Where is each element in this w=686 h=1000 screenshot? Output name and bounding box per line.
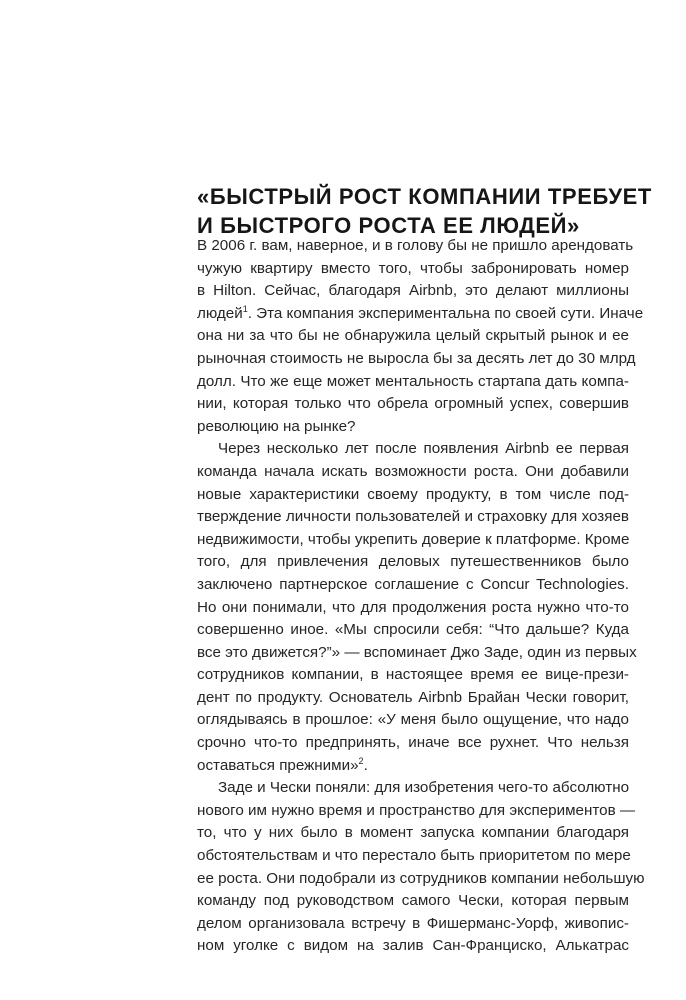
text-line: ном уголке с видом на залив Сан-Франциско, Алькатрас	[197, 937, 629, 955]
footnote-marker: 1	[242, 303, 248, 314]
text-line: нии, которая только что обрела огромный успех, совершив	[197, 395, 629, 413]
heading-line: «БЫСТРЫЙ РОСТ КОМПАНИИ ТРЕБУЕТ	[197, 184, 652, 209]
text-line: заключено партнерское соглашение с Concur Technologies.	[197, 575, 629, 593]
text-line	[197, 303, 644, 326]
text-fragment: людей	[197, 304, 243, 322]
text-line: Но они понимали, что для продолжения роста нужно что-то	[197, 598, 629, 616]
text-line: нового им нужно время и пространство для экспериментов —	[197, 801, 636, 819]
footnote-marker: 2	[358, 755, 364, 766]
text-line: сотрудников компании, в настоящее время ее вице-прези-	[197, 666, 629, 684]
text-line: ее роста. Они подобрали из сотрудников компании небольшую	[197, 869, 645, 887]
paragraph	[197, 235, 644, 438]
text-line: обстоятельствам и что перестало быть приоритетом по мере	[197, 847, 631, 865]
text-line	[197, 755, 629, 778]
text-line: совершенно иное. «Мы спросили себя: “Что дальше? Куда	[197, 621, 629, 639]
text-line: чужую квартиру вместо того, чтобы забронировать номер	[197, 259, 629, 277]
text-line: революцию на рынке?	[197, 417, 356, 435]
text-line: она ни за что бы не обнаружила целый скрытый рынок и ее	[197, 327, 629, 345]
text-line: все это движется?”» — вспоминает Джо Заде, один из первых	[197, 643, 637, 661]
text-line: оглядываясь в прошлое: «У меня было ощущение, что надо	[197, 711, 629, 729]
section-heading	[197, 182, 652, 240]
text-line: дент по продукту. Основатель Airbnb Брайан Чески говорит,	[197, 688, 629, 706]
text-line: того, для привлечения деловых путешественников было	[197, 553, 629, 571]
text-line: в Hilton. Сейчас, благодаря Airbnb, это делают миллионы	[197, 282, 629, 300]
text-line: Через несколько лет после появления Airbnb ее первая	[218, 440, 629, 458]
text-line: недвижимости, чтобы укрепить доверие к платформе. Кроме	[197, 530, 630, 548]
text-fragment: оставаться прежними»	[197, 756, 359, 774]
text-line: делом организовала встречу в Фишерманс-Уорф, живопис-	[197, 914, 629, 932]
text-line: долл. Что же еще может ментальность стартапа дать компа-	[197, 372, 629, 390]
text-fragment: .	[363, 756, 368, 774]
paragraph	[197, 438, 637, 777]
text-line: В 2006 г. вам, наверное, и в голову бы не пришло арендовать	[197, 237, 634, 254]
heading-line: И БЫСТРОГО РОСТА ЕЕ ЛЮДЕЙ»	[197, 213, 580, 238]
text-line: то, что у них было в момент запуска компании благодаря	[197, 824, 629, 842]
text-line: тверждение личности пользователей и страховку для хозяев	[197, 508, 629, 526]
body-text	[197, 235, 645, 958]
text-line: команда начала искать возможности роста. Они добавили	[197, 462, 629, 480]
text-fragment: . Эта компания экспериментальна по своей сути. Иначе	[247, 304, 644, 322]
paragraph	[197, 777, 645, 958]
text-line: команду под руководством самого Чески, которая первым	[197, 892, 629, 910]
text-line: Заде и Чески поняли: для изобретения чего-то абсолютно	[218, 779, 630, 797]
text-line: новые характеристики своему продукту, в том числе под-	[197, 485, 629, 503]
text-line: рыночная стоимость не выросла бы за десять лет до 30 млрд	[197, 349, 636, 367]
text-line: срочно что-то предпринять, иначе все рухнет. Что нельзя	[197, 734, 629, 752]
